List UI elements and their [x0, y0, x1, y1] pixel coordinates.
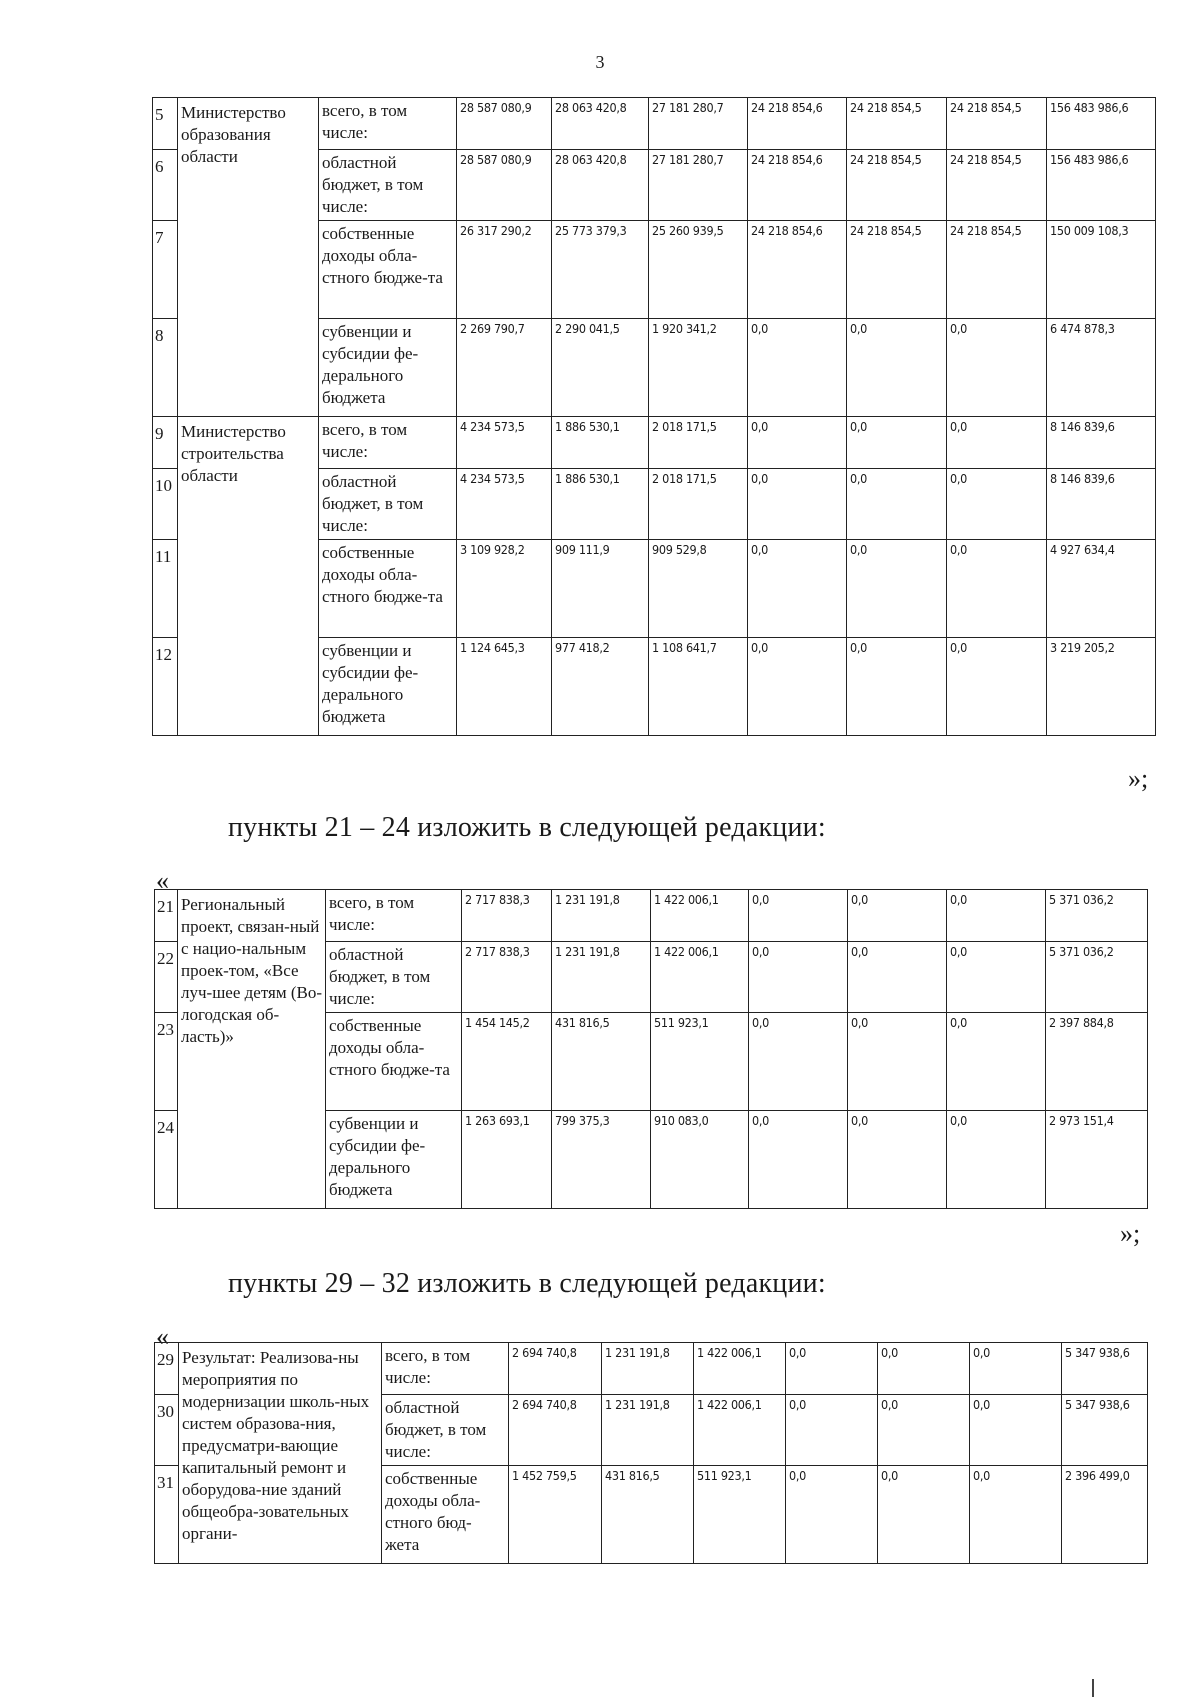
row-number: 10 [153, 469, 178, 540]
budget-table-1-body [153, 98, 1156, 736]
amount-cell: 1 422 006,1 [651, 942, 749, 1013]
row-number: 23 [155, 1013, 178, 1111]
amount-cell: 1 108 641,7 [649, 638, 748, 736]
amount-cell: 5 347 938,6 [1062, 1395, 1148, 1466]
amount-cell: 25 773 379,3 [552, 221, 649, 319]
funding-source: собственные доходы обла-стного бюд-жета [382, 1466, 509, 1564]
amount-cell: 0,0 [847, 417, 947, 469]
row-number: 24 [155, 1111, 178, 1209]
amount-cell: 27 181 280,7 [649, 150, 748, 221]
amount-cell: 0,0 [748, 540, 847, 638]
page-number: 3 [595, 52, 605, 72]
amount-cell: 1 231 191,8 [552, 942, 651, 1013]
instruction-heading-1: пункты 21 – 24 изложить в следующей редакции: [228, 812, 826, 843]
amount-cell: 0,0 [749, 890, 848, 942]
amount-cell: 0,0 [786, 1466, 878, 1564]
amount-cell: 0,0 [947, 417, 1047, 469]
responsible-subject: Министерство образования области [178, 98, 319, 417]
amount-cell: 0,0 [847, 319, 947, 417]
amount-cell: 24 218 854,5 [847, 221, 947, 319]
amount-cell: 0,0 [786, 1343, 878, 1395]
amount-cell: 28 587 080,9 [457, 98, 552, 150]
opening-quote-2: « [156, 1322, 169, 1351]
amount-cell: 0,0 [947, 638, 1047, 736]
amount-cell: 5 371 036,2 [1046, 890, 1148, 942]
amount-cell: 27 181 280,7 [649, 98, 748, 150]
amount-cell: 1 452 759,5 [509, 1466, 602, 1564]
budget-table-3-body [155, 1343, 1148, 1564]
amount-cell: 25 260 939,5 [649, 221, 748, 319]
amount-cell: 1 920 341,2 [649, 319, 748, 417]
amount-cell: 28 063 420,8 [552, 98, 649, 150]
amount-cell: 0,0 [847, 638, 947, 736]
row-number: 22 [155, 942, 178, 1013]
instruction-heading-2: пункты 29 – 32 изложить в следующей редакции: [228, 1268, 826, 1299]
amount-cell: 0,0 [947, 1111, 1046, 1209]
opening-quote-1: « [156, 866, 169, 895]
budget-table-2-body [155, 890, 1148, 1209]
amount-cell: 24 218 854,6 [748, 221, 847, 319]
amount-cell: 909 529,8 [649, 540, 748, 638]
amount-cell: 909 111,9 [552, 540, 649, 638]
amount-cell: 24 218 854,5 [947, 221, 1047, 319]
amount-cell: 26 317 290,2 [457, 221, 552, 319]
amount-cell: 977 418,2 [552, 638, 649, 736]
funding-source: субвенции и субсидии фе-дерального бюджета [326, 1111, 462, 1209]
amount-cell: 0,0 [970, 1395, 1062, 1466]
amount-cell: 1 422 006,1 [694, 1343, 786, 1395]
amount-cell: 0,0 [848, 1013, 947, 1111]
amount-cell: 0,0 [878, 1343, 970, 1395]
amount-cell: 0,0 [947, 540, 1047, 638]
amount-cell: 1 454 145,2 [462, 1013, 552, 1111]
row-number: 30 [155, 1395, 179, 1466]
closing-quote-1: »; [1128, 764, 1149, 793]
amount-cell: 24 218 854,6 [748, 150, 847, 221]
amount-cell: 799 375,3 [552, 1111, 651, 1209]
table-row [153, 98, 1156, 150]
amount-cell: 0,0 [848, 890, 947, 942]
funding-source: областной бюджет, в том числе: [319, 469, 457, 540]
table-row [153, 417, 1156, 469]
responsible-subject: Результат: Реализова-ны мероприятия по модернизации школь-ных систем образова-ния, предусматри-вающие капитальный ремонт и оборудова-ние зданий общеобра-зовательных органи- [179, 1343, 382, 1564]
amount-cell: 8 146 839,6 [1047, 469, 1156, 540]
amount-cell: 2 717 838,3 [462, 890, 552, 942]
amount-cell: 0,0 [878, 1395, 970, 1466]
amount-cell: 2 396 499,0 [1062, 1466, 1148, 1564]
amount-cell: 8 146 839,6 [1047, 417, 1156, 469]
amount-cell: 2 269 790,7 [457, 319, 552, 417]
amount-cell: 511 923,1 [694, 1466, 786, 1564]
amount-cell: 3 109 928,2 [457, 540, 552, 638]
row-number: 7 [153, 221, 178, 319]
budget-table-1 [152, 97, 1156, 736]
scan-mark [1092, 1679, 1094, 1697]
funding-source: собственные доходы обла-стного бюдже-та [319, 221, 457, 319]
row-number: 6 [153, 150, 178, 221]
amount-cell: 511 923,1 [651, 1013, 749, 1111]
amount-cell: 1 231 191,8 [602, 1395, 694, 1466]
amount-cell: 2 694 740,8 [509, 1395, 602, 1466]
funding-source: всего, в том числе: [382, 1343, 509, 1395]
amount-cell: 1 886 530,1 [552, 417, 649, 469]
amount-cell: 0,0 [848, 1111, 947, 1209]
budget-table-2 [154, 889, 1148, 1209]
amount-cell: 0,0 [748, 638, 847, 736]
amount-cell: 4 234 573,5 [457, 417, 552, 469]
amount-cell: 0,0 [878, 1466, 970, 1564]
amount-cell: 0,0 [748, 319, 847, 417]
amount-cell: 156 483 986,6 [1047, 150, 1156, 221]
budget-table-3 [154, 1342, 1148, 1564]
funding-source: всего, в том числе: [319, 98, 457, 150]
row-number: 11 [153, 540, 178, 638]
amount-cell: 2 397 884,8 [1046, 1013, 1148, 1111]
row-number: 12 [153, 638, 178, 736]
amount-cell: 156 483 986,6 [1047, 98, 1156, 150]
amount-cell: 2 290 041,5 [552, 319, 649, 417]
amount-cell: 2 018 171,5 [649, 469, 748, 540]
amount-cell: 3 219 205,2 [1047, 638, 1156, 736]
amount-cell: 24 218 854,5 [947, 150, 1047, 221]
amount-cell: 1 231 191,8 [602, 1343, 694, 1395]
amount-cell: 0,0 [947, 469, 1047, 540]
amount-cell: 0,0 [748, 469, 847, 540]
funding-source: собственные доходы обла-стного бюдже-та [326, 1013, 462, 1111]
amount-cell: 1 422 006,1 [694, 1395, 786, 1466]
amount-cell: 0,0 [947, 890, 1046, 942]
amount-cell: 431 816,5 [552, 1013, 651, 1111]
row-number: 31 [155, 1466, 179, 1564]
funding-source: всего, в том числе: [319, 417, 457, 469]
amount-cell: 0,0 [749, 1111, 848, 1209]
amount-cell: 910 083,0 [651, 1111, 749, 1209]
amount-cell: 0,0 [847, 469, 947, 540]
amount-cell: 24 218 854,5 [847, 98, 947, 150]
funding-source: всего, в том числе: [326, 890, 462, 942]
amount-cell: 431 816,5 [602, 1466, 694, 1564]
amount-cell: 6 474 878,3 [1047, 319, 1156, 417]
amount-cell: 4 927 634,4 [1047, 540, 1156, 638]
funding-source: субвенции и субсидии фе-дерального бюджета [319, 319, 457, 417]
amount-cell: 0,0 [947, 942, 1046, 1013]
funding-source: областной бюджет, в том числе: [382, 1395, 509, 1466]
amount-cell: 1 263 693,1 [462, 1111, 552, 1209]
row-number: 5 [153, 98, 178, 150]
amount-cell: 5 347 938,6 [1062, 1343, 1148, 1395]
amount-cell: 1 124 645,3 [457, 638, 552, 736]
amount-cell: 1 422 006,1 [651, 890, 749, 942]
amount-cell: 2 694 740,8 [509, 1343, 602, 1395]
row-number: 29 [155, 1343, 179, 1395]
amount-cell: 24 218 854,5 [947, 98, 1047, 150]
amount-cell: 4 234 573,5 [457, 469, 552, 540]
row-number: 21 [155, 890, 178, 942]
amount-cell: 24 218 854,6 [748, 98, 847, 150]
amount-cell: 5 371 036,2 [1046, 942, 1148, 1013]
amount-cell: 0,0 [786, 1395, 878, 1466]
amount-cell: 0,0 [749, 1013, 848, 1111]
row-number: 9 [153, 417, 178, 469]
amount-cell: 1 231 191,8 [552, 890, 651, 942]
closing-quote-2: »; [1120, 1219, 1141, 1248]
amount-cell: 2 973 151,4 [1046, 1111, 1148, 1209]
amount-cell: 150 009 108,3 [1047, 221, 1156, 319]
responsible-subject: Министерство строительства области [178, 417, 319, 736]
amount-cell: 28 063 420,8 [552, 150, 649, 221]
row-number: 8 [153, 319, 178, 417]
amount-cell: 0,0 [970, 1343, 1062, 1395]
funding-source: областной бюджет, в том числе: [326, 942, 462, 1013]
amount-cell: 0,0 [970, 1466, 1062, 1564]
amount-cell: 0,0 [847, 540, 947, 638]
amount-cell: 0,0 [947, 319, 1047, 417]
table-row [155, 890, 1148, 942]
funding-source: собственные доходы обла-стного бюдже-та [319, 540, 457, 638]
amount-cell: 2 717 838,3 [462, 942, 552, 1013]
amount-cell: 0,0 [848, 942, 947, 1013]
amount-cell: 0,0 [748, 417, 847, 469]
amount-cell: 0,0 [749, 942, 848, 1013]
amount-cell: 1 886 530,1 [552, 469, 649, 540]
amount-cell: 24 218 854,5 [847, 150, 947, 221]
table-row [155, 1343, 1148, 1395]
amount-cell: 28 587 080,9 [457, 150, 552, 221]
amount-cell: 2 018 171,5 [649, 417, 748, 469]
funding-source: субвенции и субсидии фе-дерального бюджета [319, 638, 457, 736]
funding-source: областной бюджет, в том числе: [319, 150, 457, 221]
amount-cell: 0,0 [947, 1013, 1046, 1111]
responsible-subject: Региональный проект, связан-ный с нацио-нальным проек-том, «Все луч-шее детям (Во-логодская об-ласть)» [178, 890, 326, 1209]
